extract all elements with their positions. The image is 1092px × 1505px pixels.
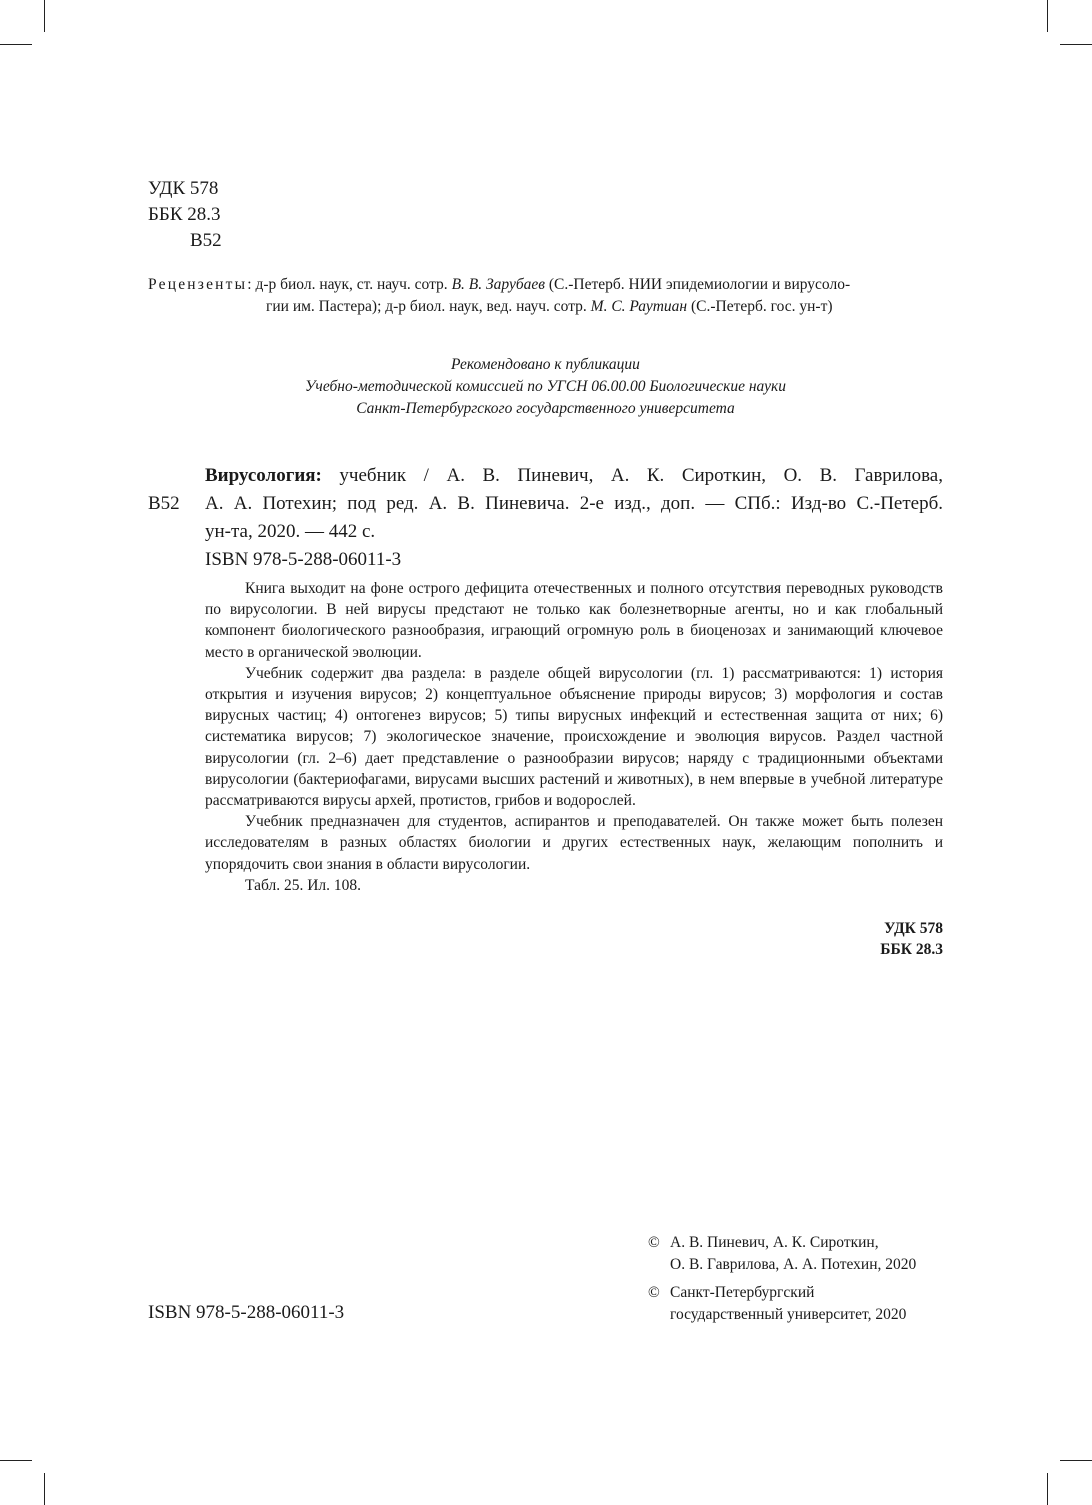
udk-code: УДК 578 <box>148 178 219 199</box>
abstract-paragraph-1: Книга выходит на фоне острого дефицита отечественных и полного отсутствия переводных руководств по вирусологии. В ней вирусы предстают не только как болезнетворные агенты, но и как глобальный компонент биологического разнообразия, играющий огромную роль в биоценозах и занимающий ключевое место в органической эволюции. <box>205 580 943 661</box>
reviewer2-affiliation: (С.-Петерб. гос. ун-т) <box>687 298 833 315</box>
bbk-code-bottom: ББК 28.3 <box>880 941 943 958</box>
copyright-block <box>648 1232 916 1332</box>
bibliographic-record <box>205 462 943 574</box>
isbn-bottom: ISBN 978-5-288-06011-3 <box>148 1302 345 1323</box>
biblio-author-mark: В52 <box>148 493 180 514</box>
reviewers-continuation <box>148 296 943 318</box>
author-mark: В52 <box>190 230 222 251</box>
reviewers-line1: : д-р биол. наук, ст. науч. сотр. <box>247 276 452 293</box>
recommendation-block <box>148 354 943 420</box>
copyright-publisher <box>648 1282 916 1326</box>
biblio-line1 <box>205 462 943 490</box>
crop-mark-bottom-left-vertical <box>44 1473 45 1505</box>
book-title: Вирусология: <box>205 465 322 486</box>
copyright-symbol: © <box>648 1234 660 1251</box>
reviewer1-affiliation-b: гии им. Пастера); д-р биол. наук, вед. науч. сотр. <box>266 298 591 315</box>
abstract-paragraph-3: Учебник предназначен для студентов, аспирантов и преподавателей. Он также может быть полезен исследователям в разных областях биологии и других естественных наук, желающим пополнить и упорядочить свои знания в области вирусологии. <box>205 813 943 873</box>
crop-mark-top-left-horizontal <box>0 44 32 45</box>
copyright-authors <box>648 1232 916 1276</box>
biblio-isbn: ISBN 978-5-288-06011-3 <box>205 549 402 570</box>
bbk-code: ББК 28.3 <box>148 204 221 225</box>
biblio-line1-rest: учебник / А. В. Пиневич, А. К. Сироткин, О. В. Гаврилова, <box>321 465 943 486</box>
crop-mark-top-right-horizontal <box>1060 44 1092 45</box>
copyright-publisher-line2: государственный университет, 2020 <box>670 1306 907 1323</box>
reviewer1-name: В. В. Зарубаев <box>451 276 546 293</box>
reviewer1-affiliation-a: (С.-Петерб. НИИ эпидемиологии и вирусоло- <box>545 276 851 293</box>
copyright-authors-line1: А. В. Пиневич, А. К. Сироткин, <box>670 1234 879 1251</box>
copyright-authors-line2: О. В. Гаврилова, А. А. Потехин, 2020 <box>670 1256 917 1273</box>
recommendation-line2: Учебно-методической комиссией по УГСН 06.00.00 Биологические науки <box>305 378 786 395</box>
tables-illustrations: Табл. 25. Ил. 108. <box>245 876 362 894</box>
biblio-line2: А. А. Потехин; под ред. А. В. Пиневича. 2-е изд., доп. — СПб.: Изд-во С.-Петерб. <box>205 493 943 514</box>
reviewers-block <box>148 274 943 318</box>
abstract <box>205 578 943 896</box>
recommendation-line1: Рекомендовано к публикации <box>451 356 640 373</box>
reviewer2-name: М. С. Раутиан <box>590 298 688 315</box>
classification-codes <box>148 176 222 254</box>
crop-mark-bottom-left-horizontal <box>0 1460 32 1461</box>
crop-mark-bottom-right-horizontal <box>1060 1460 1092 1461</box>
copyright-symbol: © <box>648 1284 660 1301</box>
udk-code-bottom: УДК 578 <box>884 920 943 937</box>
crop-mark-bottom-right-vertical <box>1047 1473 1048 1505</box>
copyright-publisher-line1: Санкт-Петербургский <box>670 1284 815 1301</box>
recommendation-line3: Санкт-Петербургского государственного университета <box>356 400 735 417</box>
crop-mark-top-right-vertical <box>1047 0 1048 32</box>
reviewers-label: Рецензенты <box>148 276 248 293</box>
classification-codes-bottom <box>880 918 943 960</box>
abstract-paragraph-2: Учебник содержит два раздела: в разделе общей вирусологии (гл. 1) рассматриваются: 1) история открытия и изучения вирусов; 2) концептуальное объяснение природы вирусов; 3) морфология и состав вирусных частиц; 4) онтогенез вирусов; 5) типы вирусных инфекций и естественная защита от них; 6) систематика вирусов; 7) экологическое значение, происхождение и эволюция вирусов. Раздел частной вирусологии (гл. 2–6) дает представление о разнообразии вирусов; наряду с традиционными объектами вирусологии (бактериофагами, вирусами высших растений и животных), в нем впервые в учебной литературе рассматриваются вирусы архей, протистов, грибов и водорослей. <box>205 664 943 810</box>
biblio-line3: ун-та, 2020. — 442 с. <box>205 521 376 542</box>
crop-mark-top-left-vertical <box>44 0 45 32</box>
